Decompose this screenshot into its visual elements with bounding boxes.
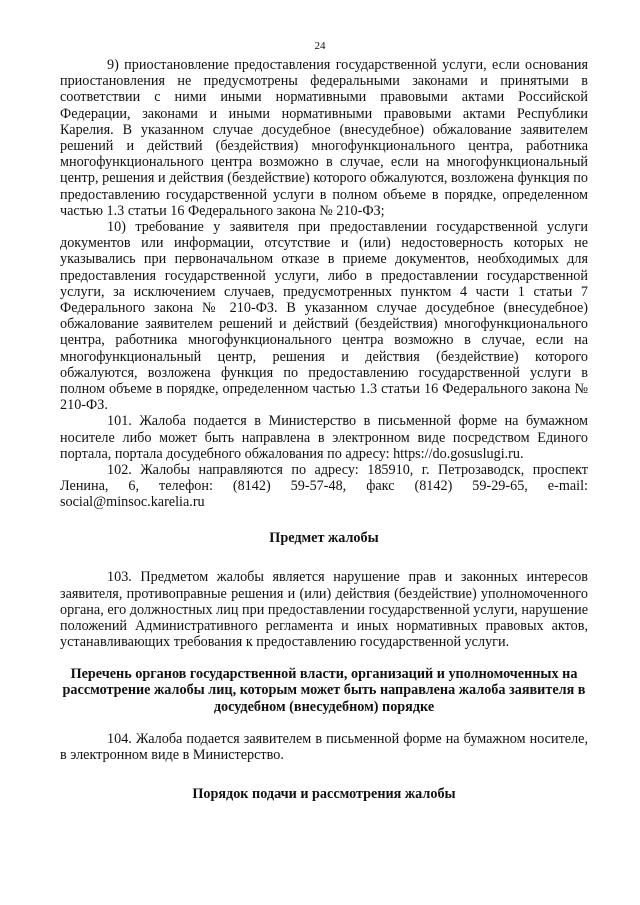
paragraph-102: 102. Жалобы направляются по адресу: 185910, г. Петрозаводск, проспект Ленина, 6, телефон: (8142) 59-57-48, факс (8142) 59-29-65, e-mail: social@minsoc.karelia.ru bbox=[60, 462, 588, 511]
section-heading-bodies: Перечень органов государственной власти, организаций и уполномоченных на рассмотрение жалобы лиц, которым может быть направлена жалоба заявителя в досудебном (внесудебном) порядке bbox=[62, 665, 586, 716]
section-heading-procedure: Порядок подачи и рассмотрения жалобы bbox=[192, 786, 456, 803]
paragraph-101: 101. Жалоба подается в Министерство в письменной форме на бумажном носителе либо может быть направлена в электронном виде посредством Единого портала, портала досудебного обжалования по адресу: https://do.gosuslugi.ru. bbox=[60, 413, 588, 462]
paragraph-item-10: 10) требование у заявителя при предоставлении государственной услуги документов или информации, отсутствие и (или) недостоверность которых не указывались при первоначальном отказе в приеме документов, необходимых для предоставления государственной услуги, либо в предоставлении государственной услуги, за исключением случаев, предусмотренных пунктом 4 части 1 статьи 7 Федерального закона № 210-ФЗ. В указанном случае досудебное (внесудебное) обжалование заявителем решений и действий (бездействия) многофункционального центра, работника многофункционального центра возможно в случае, если на многофункциональный центр, решения и действия (бездействие) которого обжалуются, возложена функция по предоставлению государственной услуги в полном объеме в порядке, определенном частью 1.3 статьи 16 Федерального закона № 210-ФЗ. bbox=[60, 219, 588, 414]
paragraph-item-9: 9) приостановление предоставления государственной услуги, если основания приостановления не предусмотрены федеральными законами и принятыми в соответствии с ними иными нормативными правовыми актами Российской Федерации, законами и иными нормативными правовыми актами Республики Карелия. В указанном случае досудебное (внесудебное) обжалование заявителем решений и действий (бездействия) многофункционального центра, работника многофункционального центра возможно в случае, если на многофункциональный центр, решения и действия (бездействие) которого обжалуются, возложена функция по предоставлению государственной услуги в полном объеме в порядке, определенном частью 1.3 статьи 16 Федерального закона № 210-ФЗ; bbox=[60, 57, 588, 219]
paragraph-104: 104. Жалоба подается заявителем в письменной форме на бумажном носителе, в электронном виде в Министерство. bbox=[60, 730, 588, 764]
section-heading-subject: Предмет жалобы bbox=[269, 529, 379, 546]
paragraph-103: 103. Предметом жалобы является нарушение прав и законных интересов заявителя, противоправные решения и (или) действия (бездействие) уполномоченного органа, его должностных лиц при предоставлении государственной услуги, нарушение положений Административного регламента и иных нормативных правовых актов, устанавливающих требования к предоставлению государственной услуги. bbox=[60, 569, 588, 651]
page-number: 24 bbox=[314, 40, 326, 52]
document-body bbox=[60, 57, 588, 803]
